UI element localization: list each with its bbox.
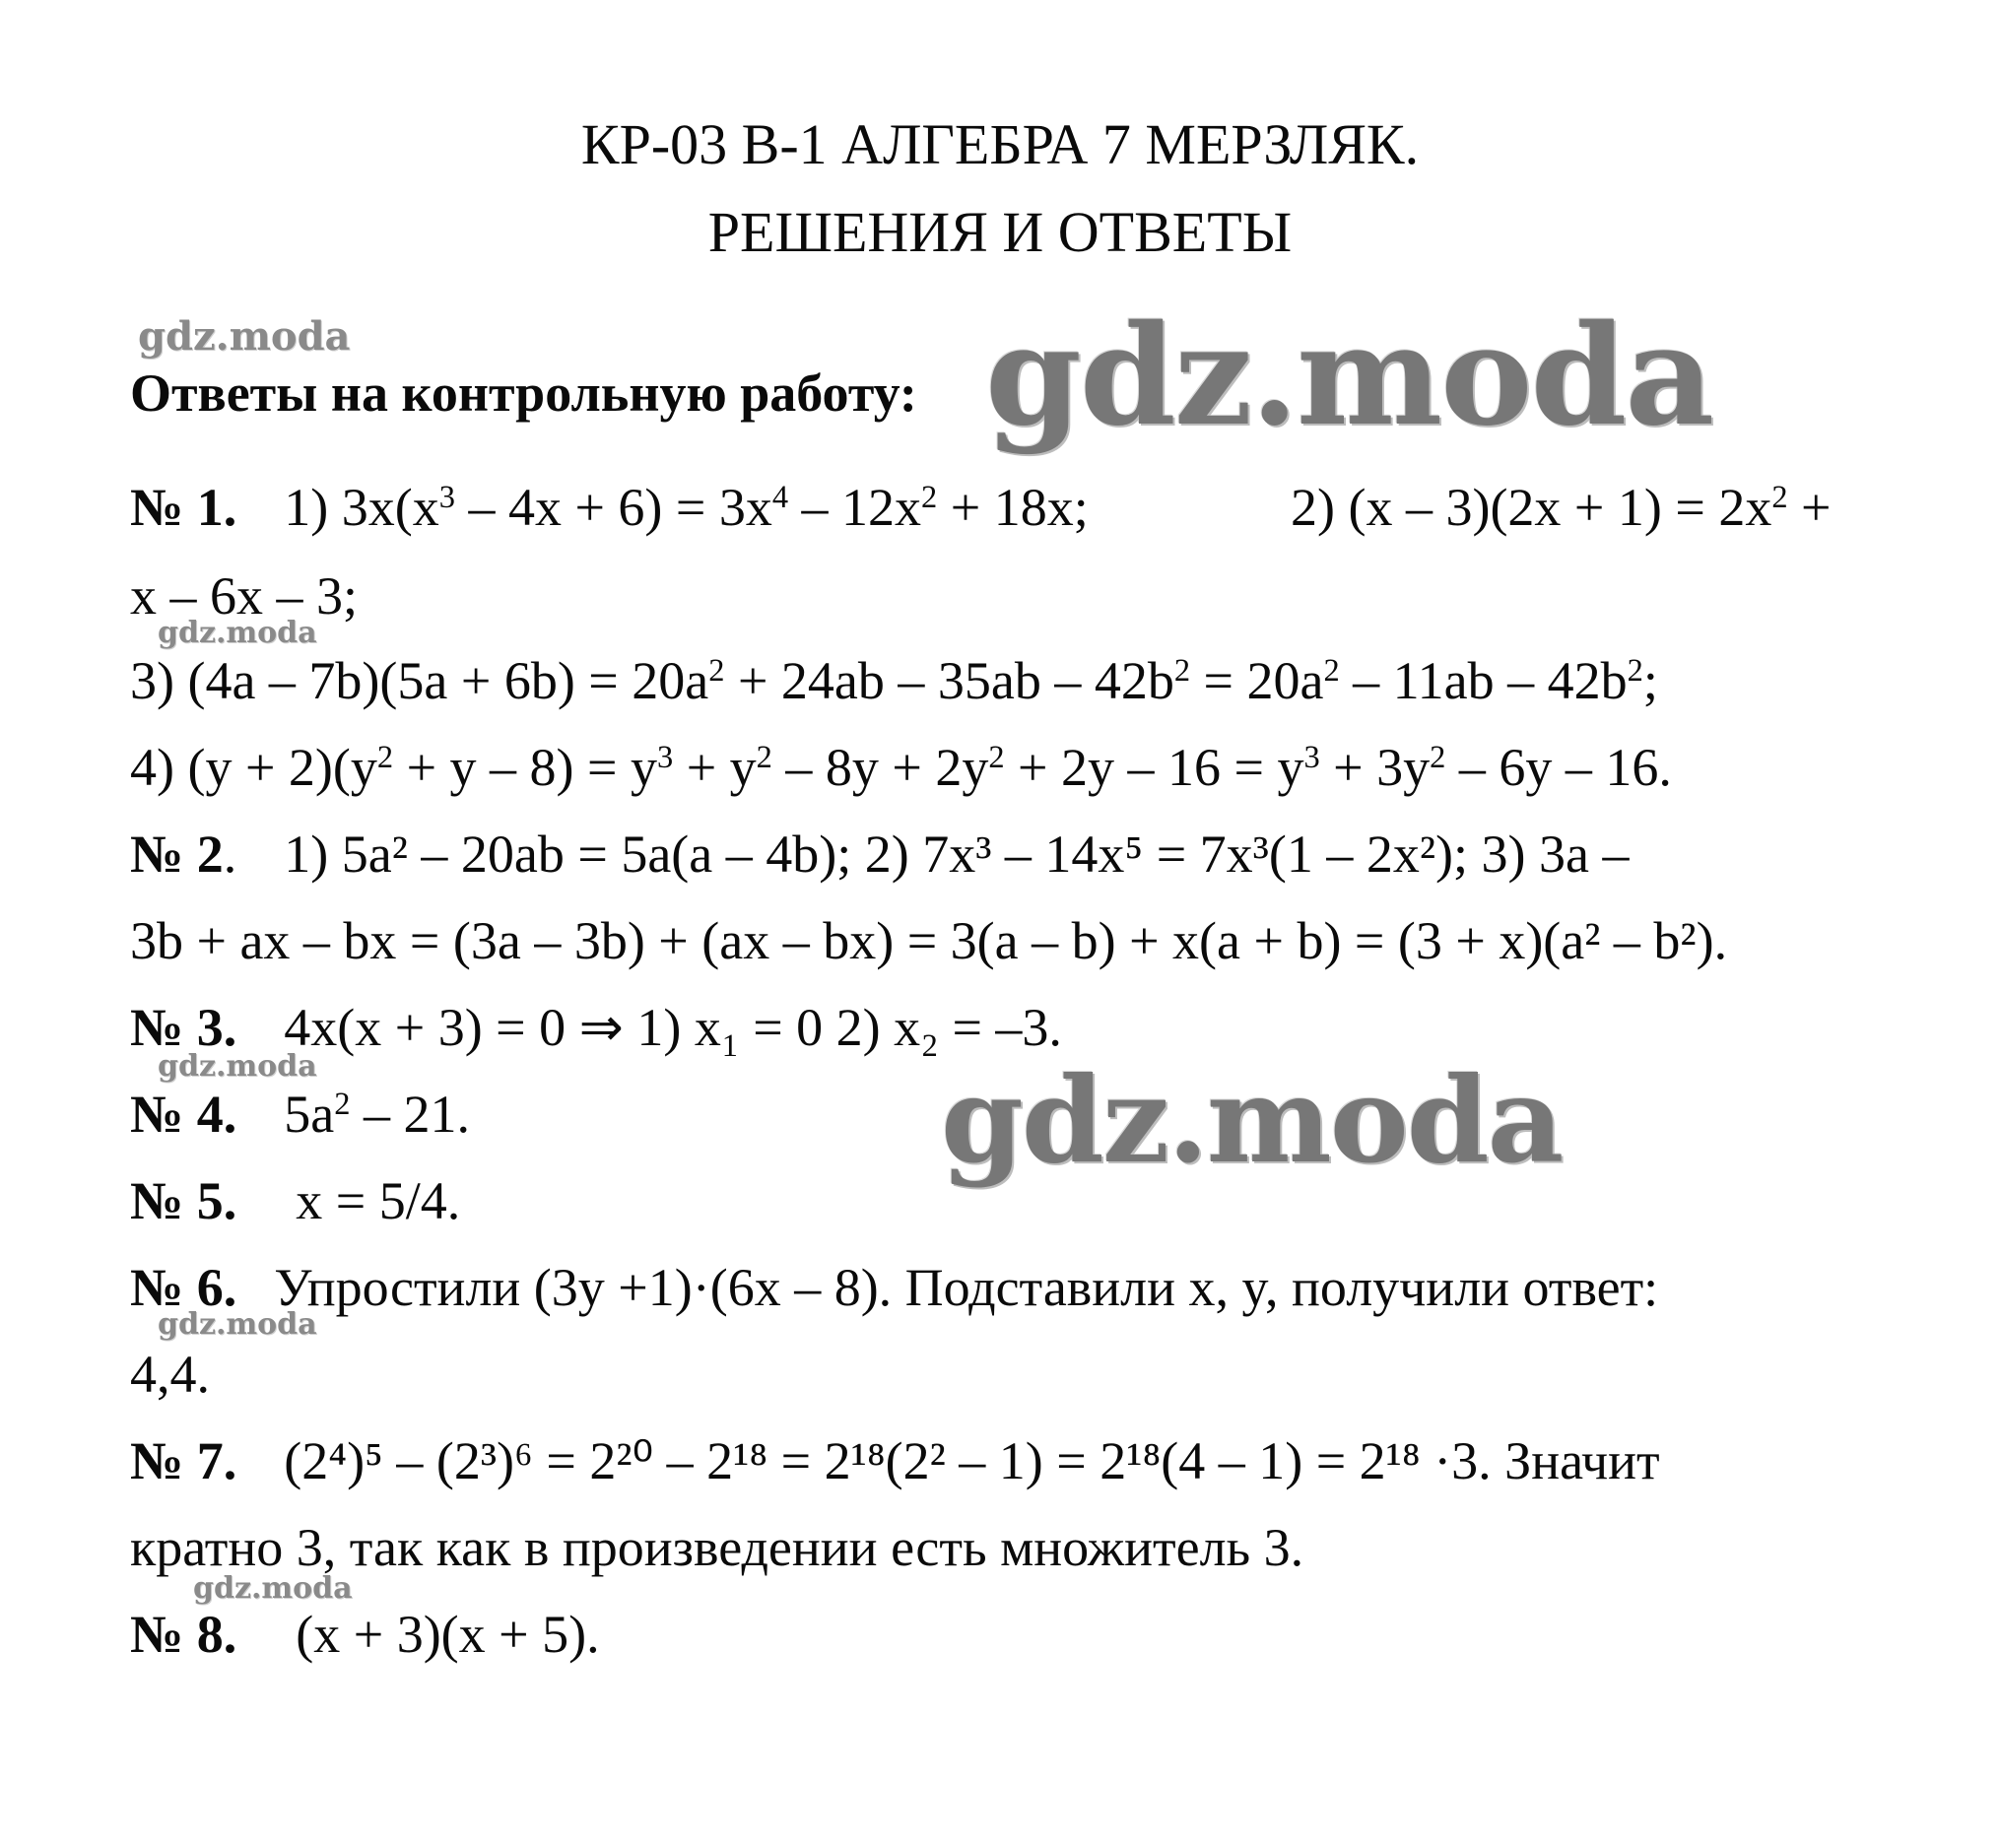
watermark-small: gdz.moda: [138, 313, 351, 360]
watermark-small: gdz.moda: [193, 1571, 353, 1606]
problem-1-line-3: 3) $(4a - 7b)(5a + 6b) = 20a^2 + 24ab - 35ab - 42b^2 = 20a^2 - 11ab - 42b^2$;: [130, 651, 1658, 710]
problem-6-line-2: 4,4.: [130, 1345, 210, 1404]
problem-2-line-2: 3b + ax – bx = (3a – 3b) + (ax – bx) = 3(a – b) + x(a + b) = (3 + x)(a² – b²).: [130, 911, 1728, 970]
problem-number: № 7.: [130, 1431, 237, 1490]
watermark-small: gdz.moda: [158, 1307, 317, 1342]
problem-2-line-1: № 2. 1) 5a² – 20ab = 5a(a – 4b); 2) 7x³ – 14x⁵ = 7x³(1 – 2x²); 3) 3a –: [130, 825, 1630, 884]
problem-7-line-2: кратно 3, так как в произведении есть множитель 3.: [130, 1518, 1304, 1577]
answers-heading: Ответы на контрольную работу:: [130, 363, 917, 423]
problem-number: № 1.: [130, 478, 237, 537]
problem-number: № 8.: [130, 1605, 237, 1664]
problem-1-line-2: x – 6x – 3;: [130, 566, 359, 626]
problem-number: № 3.: [130, 998, 237, 1057]
problem-1-part-2: 2) $(x - 3)(2x + 1) = 2x^2$ +: [1291, 478, 1832, 537]
problem-3-line: № 3. 4x(x + 3) = 0 ⇒ 1) x₁ = 0 2) x₂ = –3.: [130, 998, 1062, 1057]
problem-8-line: № 8. (x + 3)(x + 5).: [130, 1605, 600, 1664]
watermark-large: gdz.moda: [941, 1051, 1563, 1190]
title-line-1: КР-03 В-1 АЛГЕБРА 7 МЕРЗЛЯК.: [580, 112, 1420, 176]
problem-5-line: № 5. x = 5/4.: [130, 1171, 461, 1230]
problem-number: № 5.: [130, 1171, 237, 1230]
problem-number: № 6.: [130, 1258, 237, 1317]
problem-7-line-1: № 7. (2⁴)⁵ – (2³)⁶ = 2²⁰ – 2¹⁸ = 2¹⁸(2² – 1) = 2¹⁸(4 – 1) = 2¹⁸ ·3. Значит: [130, 1431, 1660, 1490]
problem-1-line-1: № 1. 1) $3x(x^3 - 4x + 6) = 3x^4 - 12x^2 + 18x$;: [130, 478, 1089, 537]
watermark-large: gdz.moda: [985, 296, 1713, 457]
problem-6-line-1: № 6. Упростили (3y +1)·(6x – 8). Подставили x, y, получили ответ:: [130, 1258, 1659, 1317]
problem-4-line: № 4. $5a^2 - 21$.: [130, 1085, 470, 1144]
watermark-small: gdz.moda: [158, 616, 317, 650]
watermark-small: gdz.moda: [158, 1049, 317, 1084]
title-line-2: РЕШЕНИЯ И ОТВЕТЫ: [707, 200, 1293, 264]
problem-number: № 4.: [130, 1085, 237, 1144]
problem-number: № 2: [130, 825, 224, 884]
problem-1-line-4: 4) $(y + 2)(y^2 + y - 8) = y^3 + y^2 - 8y + 2y^2 + 2y - 16 = y^3 + 3y^2 - 6y - 16$.: [130, 738, 1672, 797]
